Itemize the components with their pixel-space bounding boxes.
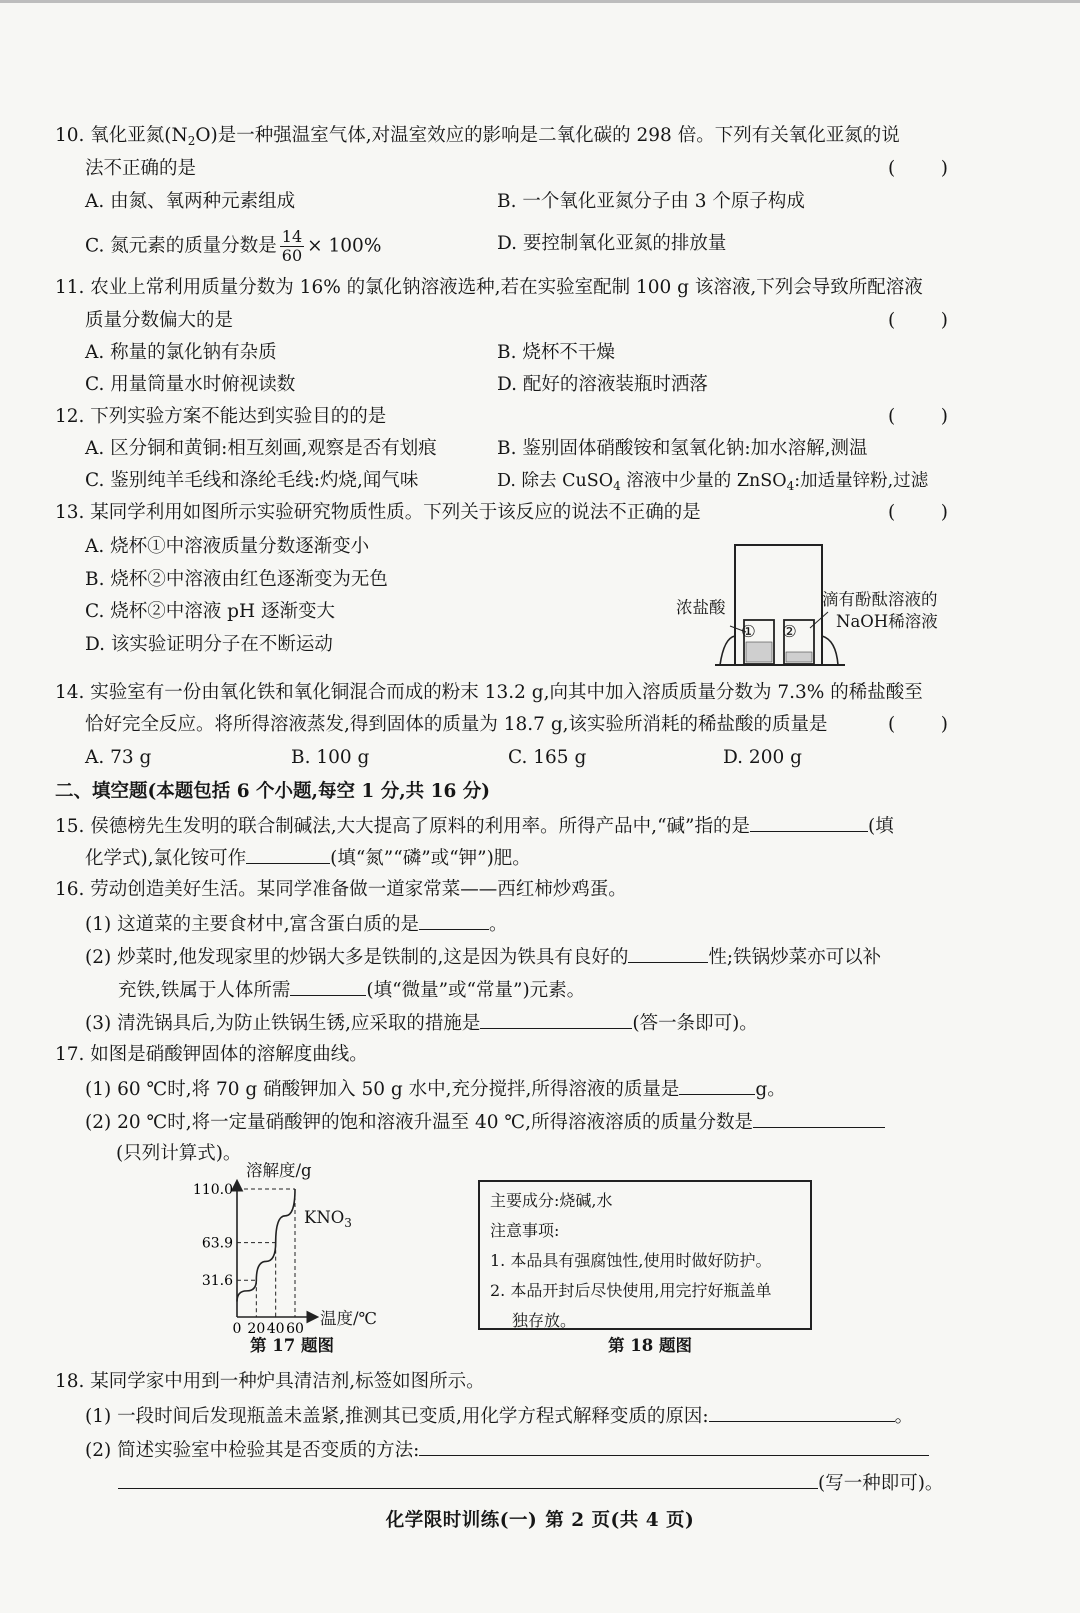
- q14-option-c: C. 165 g: [508, 747, 587, 768]
- mass-fraction: $\frac{14}{60}$: [281, 227, 303, 265]
- q18-blank-3[interactable]: [118, 1470, 818, 1489]
- q12-option-b: B. 鉴别固体硝酸铵和氢氧化钠:加水溶解,测温: [497, 438, 868, 459]
- q18-blank-1[interactable]: [709, 1403, 895, 1422]
- kno3-curve: [237, 1189, 295, 1302]
- q13-option-c: C. 烧杯②中溶液 pH 逐渐变大: [85, 601, 335, 622]
- q14-option-d: D. 200 g: [723, 747, 802, 768]
- label-precautions-title: 注意事项:: [490, 1221, 560, 1240]
- chart-ylabel: 溶解度/g: [246, 1161, 312, 1180]
- q11-option-d: D. 配好的溶液装瓶时洒落: [497, 374, 708, 395]
- q11-option-b: B. 烧杯不干燥: [497, 342, 615, 363]
- q14-option-b: B. 100 g: [291, 747, 370, 768]
- q17-part-2-note: (只列计算式)。: [116, 1143, 242, 1164]
- q11-option-c: C. 用量筒量水时俯视读数: [85, 374, 296, 395]
- q14-stem-line2: 恰好完全反应。将所得溶液蒸发,得到固体的质量为 18.7 g,该实验所消耗的稀盐酸的质量是: [85, 714, 828, 735]
- q14-answer-paren[interactable]: ( ): [888, 714, 948, 735]
- q16-stem: 16. 劳动创造美好生活。某同学准备做一道家常菜——西红柿炒鸡蛋。: [55, 879, 627, 900]
- q13-answer-paren[interactable]: ( ): [888, 502, 948, 523]
- y-tick-label-1: 63.9: [201, 1235, 233, 1252]
- chart-curve-label: $KNO_3$: [304, 1208, 352, 1230]
- q10-option-d: D. 要控制氧化亚氮的排放量: [497, 233, 727, 254]
- q18-part-2-line2: (写一种即可)。: [118, 1470, 943, 1496]
- q15-line2: 化学式),氯化铵可作 (填“氮”“磷”或“钾”)肥。: [85, 845, 531, 871]
- label-main-ingredient: 主要成分:烧碱,水: [490, 1191, 613, 1210]
- y-tick-label-0: 31.6: [201, 1273, 233, 1290]
- q10-option-b: B. 一个氧化亚氮分子由 3 个原子构成: [497, 191, 805, 212]
- q18-part-2: (2) 简述实验室中检验其是否变质的方法:: [85, 1437, 929, 1463]
- q12-option-c: C. 鉴别纯羊毛线和涤纶毛线:灼烧,闻气味: [85, 470, 419, 491]
- q16-part-3: (3) 清洗锅具后,为防止铁锅生锈,应采取的措施是 (答一条即可)。: [85, 1010, 758, 1036]
- footer-page-number: 第 2 页(共 4 页): [545, 1510, 695, 1531]
- jar-rim: [720, 636, 838, 665]
- q12-stem: 12. 下列实验方案不能达到实验目的的是: [55, 406, 387, 427]
- q16-part-1: (1) 这道菜的主要食材中,富含蛋白质的是 。: [85, 911, 507, 937]
- q17-part-1: (1) 60 ℃时,将 70 g 硝酸钾加入 50 g 水中,充分搅拌,所得溶液的质量是 g。: [85, 1076, 786, 1102]
- q16-blank-3[interactable]: [290, 977, 366, 996]
- q16-part-2-line1: (2) 炒菜时,他发现家里的炒锅大多是铁制的,这是因为铁具有良好的 性;铁锅炒菜亦可以补: [85, 944, 881, 970]
- q17-part-2: (2) 20 ℃时,将一定量硝酸钾的饱和溶液升温至 40 ℃,所得溶液溶质的质量分数是: [85, 1109, 885, 1135]
- x-tick-label-2: 40: [266, 1321, 285, 1334]
- page-footer: [0, 1506, 1080, 1532]
- fig18-caption: 第 18 题图: [608, 1336, 692, 1355]
- q16-part-2-line2: 充铁,铁属于人体所需 (填“微量”或“常量”)元素。: [118, 977, 585, 1003]
- q13-option-d: D. 该实验证明分子在不断运动: [85, 634, 333, 655]
- cleaner-label-box: [478, 1180, 812, 1330]
- label-precaution-2-cont: 独存放。: [512, 1311, 577, 1330]
- x-tick-label-1: 20: [247, 1321, 266, 1334]
- beaker-2-label: ②: [782, 622, 797, 641]
- q10-stem-line1: 10. 氧化亚氮$(N_2O)$是一种强温室气体,对温室效应的影响是二氧化碳的 298 倍。下列有关氧化亚氮的说: [55, 125, 900, 148]
- q10-answer-paren[interactable]: ( ): [888, 158, 948, 179]
- q15-blank-2[interactable]: [246, 845, 330, 864]
- q17-stem: 17. 如图是硝酸钾固体的溶解度曲线。: [55, 1044, 368, 1065]
- q14-option-a: A. 73 g: [85, 747, 152, 768]
- q18-stem: 18. 某同学家中用到一种炉具清洁剂,标签如图所示。: [55, 1371, 485, 1392]
- x-tick-label-0: 0: [232, 1321, 242, 1334]
- q11-option-a: A. 称量的氯化钠有杂质: [85, 342, 277, 363]
- q10-stem-line2: 法不正确的是: [85, 158, 197, 179]
- q12-answer-paren[interactable]: ( ): [888, 406, 948, 427]
- q16-blank-1[interactable]: [419, 911, 489, 930]
- q16-blank-2[interactable]: [628, 944, 708, 963]
- q12-option-a: A. 区分铜和黄铜:相互刻画,观察是否有划痕: [85, 438, 437, 459]
- y-tick-label-2: 110.0: [192, 1182, 233, 1198]
- naoh-label-line2: NaOH稀溶液: [836, 612, 938, 631]
- footer-title: 化学限时训练(一): [385, 1510, 538, 1531]
- fig17-caption: 第 17 题图: [250, 1336, 334, 1355]
- q13-option-a: A. 烧杯①中溶液质量分数逐渐变小: [85, 536, 370, 557]
- conc-hcl-label: 浓盐酸: [676, 598, 726, 617]
- q18-part-1: (1) 一段时间后发现瓶盖未盖紧,推测其已变质,用化学方程式解释变质的原因: 。: [85, 1403, 913, 1429]
- q13-stem: 13. 某同学利用如图所示实验研究物质性质。下列关于该反应的说法不正确的是: [55, 502, 701, 523]
- q17-blank-1[interactable]: [679, 1076, 755, 1095]
- q11-stem-line1: 11. 农业上常利用质量分数为 16% 的氯化钠溶液选种,若在实验室配制 100 g 该溶液,下列会导致所配溶液: [55, 277, 923, 298]
- label-precaution-1: 1. 本品具有强腐蚀性,使用时做好防护。: [490, 1251, 772, 1270]
- q16-blank-4[interactable]: [480, 1010, 632, 1029]
- beaker-2-liquid: [786, 652, 812, 662]
- chart-xlabel: 温度/℃: [320, 1309, 378, 1328]
- label-precaution-2: 2. 本品开封后尽快使用,用完拧好瓶盖单: [490, 1281, 772, 1300]
- q17-blank-2[interactable]: [753, 1109, 885, 1128]
- section-title-fill-in: 二、填空题(本题包括 6 个小题,每空 1 分,共 16 分): [55, 781, 491, 802]
- x-tick-label-3: 60: [286, 1321, 304, 1334]
- q14-stem-line1: 14. 实验室有一份由氧化铁和氧化铜混合而成的粉末 13.2 g,向其中加入溶质质量分数为 7.3% 的稀盐酸至: [55, 682, 923, 703]
- q15-blank-1[interactable]: [750, 813, 868, 832]
- q11-answer-paren[interactable]: ( ): [888, 310, 948, 331]
- q12-option-d: D. 除去 CuSO$_4$ 溶液中少量的 ZnSO$_4$:加适量锌粉,过滤: [497, 471, 929, 493]
- q10-option-c: C. 氮元素的质量分数是 $\frac{14}{60}$ × 100%: [85, 227, 382, 265]
- naoh-label-line1: 滴有酚酞溶液的: [822, 590, 938, 609]
- q18-blank-2[interactable]: [419, 1437, 929, 1456]
- beaker-1-label: ①: [741, 622, 756, 641]
- q11-stem-line2: 质量分数偏大的是: [85, 310, 234, 331]
- beaker-1-liquid: [746, 642, 772, 662]
- q15-line1: 15. 侯德榜先生发明的联合制碱法,大大提高了原料的利用率。所得产品中,“碱”指的是 (填: [55, 813, 894, 839]
- q13-option-b: B. 烧杯②中溶液由红色逐渐变为无色: [85, 569, 388, 590]
- q10-option-a: A. 由氮、氧两种元素组成: [85, 191, 296, 212]
